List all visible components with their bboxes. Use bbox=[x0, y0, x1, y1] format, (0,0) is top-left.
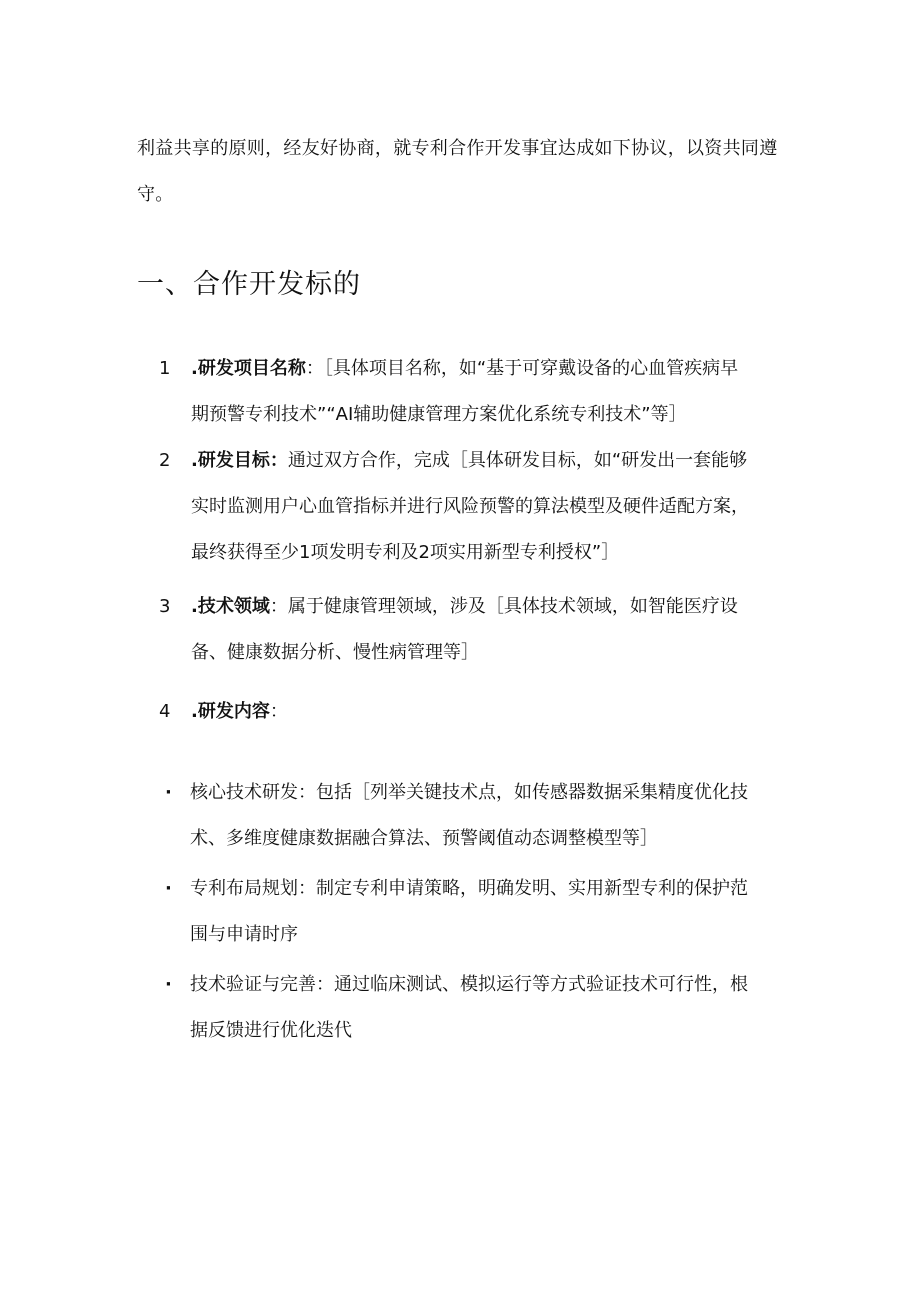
item-text-line-1: 通过双方合作，完成［具体研发目标，如“研发出一套能够 bbox=[287, 450, 748, 471]
bullet-dot: · bbox=[165, 782, 172, 803]
bullet-text-line-2: 术、多维度健康数据融合算法、预警阈值动态调整模型等］ bbox=[190, 828, 658, 849]
item-label: .研发内容 bbox=[191, 701, 270, 722]
item-separator: ： bbox=[305, 358, 324, 379]
bullet-text-line-1: 核心技术研发：包括［列举关键技术点，如传感器数据采集精度优化技 bbox=[190, 782, 748, 803]
numbered-item-2 bbox=[159, 438, 779, 576]
bullet-text-line-1: 技术验证与完善：通过临床测试、模拟运行等方式验证技术可行性，根 bbox=[190, 974, 748, 995]
bullet-dot: · bbox=[165, 878, 172, 899]
item-number: 1 bbox=[159, 358, 171, 379]
intro-paragraph bbox=[137, 126, 787, 218]
item-separator: ： bbox=[269, 701, 288, 722]
bullet-text-line-1: 专利布局规划：制定专利申请策略，明确发明、实用新型专利的保护范 bbox=[190, 878, 748, 899]
item-text-line-3: 最终获得至少1项发明专利及2项实用新型专利授权”］ bbox=[191, 542, 620, 563]
bullet-item-1 bbox=[165, 770, 780, 862]
numbered-item-4 bbox=[159, 689, 779, 735]
item-number: 3 bbox=[159, 596, 171, 617]
item-separator: ： bbox=[269, 596, 288, 617]
item-text-line-2: 期预警专利技术”“AI辅助健康管理方案优化系统专利技术”等］ bbox=[191, 404, 687, 425]
intro-line-1: 利益共享的原则，经友好协商，就专利合作开发事宜达成如下协议，以资共同遵 bbox=[137, 138, 778, 159]
bullet-dot: · bbox=[165, 974, 172, 995]
intro-line-2: 守。 bbox=[137, 184, 174, 205]
item-label: .技术领域 bbox=[191, 596, 270, 617]
numbered-item-3 bbox=[159, 584, 779, 676]
numbered-item-1 bbox=[159, 346, 779, 438]
item-number: 2 bbox=[159, 450, 171, 471]
bullet-item-3 bbox=[165, 962, 780, 1054]
item-text-line-2: 实时监测用户心血管指标并进行风险预警的算法模型及硬件适配方案， bbox=[191, 496, 749, 517]
item-text-line-1: ［具体项目名称，如“基于可穿戴设备的心血管疾病早 bbox=[323, 358, 739, 379]
bullet-text-line-2: 据反馈进行优化迭代 bbox=[190, 1020, 352, 1041]
section-heading: 一、合作开发标的 bbox=[137, 269, 361, 300]
item-label: .研发目标： bbox=[191, 450, 288, 471]
bullet-item-2 bbox=[165, 866, 780, 958]
item-label: .研发项目名称 bbox=[191, 358, 306, 379]
item-text-line-1: 属于健康管理领域，涉及［具体技术领域，如智能医疗设 bbox=[287, 596, 738, 617]
item-text-line-2: 备、健康数据分析、慢性病管理等］ bbox=[191, 642, 479, 663]
bullet-text-line-2: 围与申请时序 bbox=[190, 924, 298, 945]
item-number: 4 bbox=[159, 701, 171, 722]
